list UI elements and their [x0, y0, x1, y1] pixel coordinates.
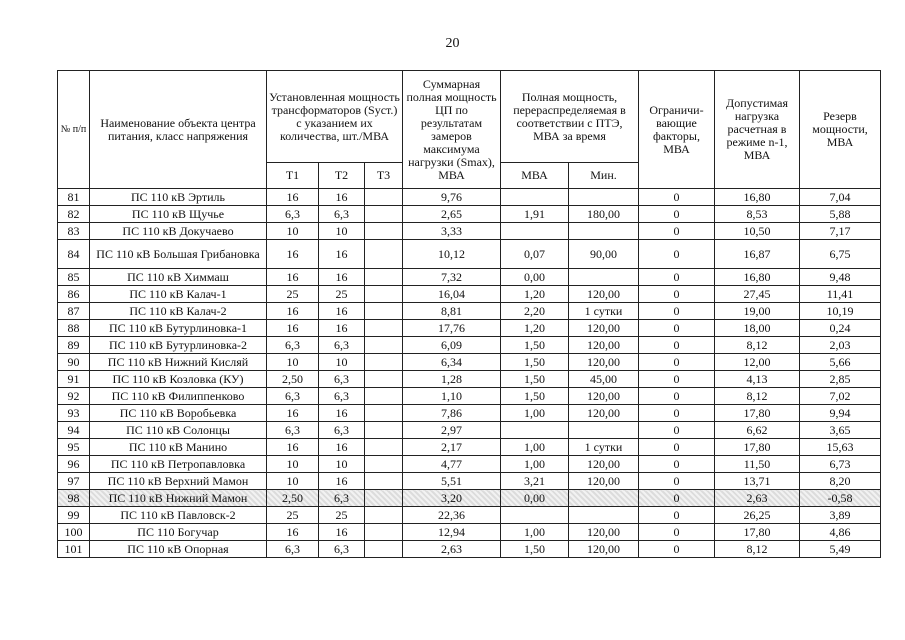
- redistributed-minutes: 120,00: [569, 320, 639, 337]
- allowable-load: 16,80: [715, 189, 800, 206]
- table-row: [58, 541, 881, 558]
- smax-value: 7,86: [403, 405, 501, 422]
- t2-value: 6,3: [319, 541, 365, 558]
- redistributed-mva: 2,20: [501, 303, 569, 320]
- t3-value: [365, 354, 403, 371]
- power-reserve: 3,65: [800, 422, 881, 439]
- redistributed-mva: [501, 189, 569, 206]
- t2-value: 6,3: [319, 337, 365, 354]
- redistributed-minutes: 120,00: [569, 354, 639, 371]
- t1-value: 16: [267, 189, 319, 206]
- table-row: [58, 405, 881, 422]
- limiting-factors: 0: [639, 388, 715, 405]
- redistributed-minutes: 120,00: [569, 456, 639, 473]
- redistributed-mva: [501, 223, 569, 240]
- table-row: [58, 439, 881, 456]
- allowable-load: 17,80: [715, 439, 800, 456]
- t1-value: 16: [267, 405, 319, 422]
- allowable-load: 16,80: [715, 269, 800, 286]
- table-body: [58, 189, 881, 558]
- power-reserve: 15,63: [800, 439, 881, 456]
- t2-value: 16: [319, 439, 365, 456]
- t2-value: 16: [319, 473, 365, 490]
- redistributed-minutes: 45,00: [569, 371, 639, 388]
- allowable-load: 16,87: [715, 240, 800, 269]
- limiting-factors: 0: [639, 337, 715, 354]
- smax-value: 3,20: [403, 490, 501, 507]
- table-row: [58, 490, 881, 507]
- object-name: ПС 110 кВ Нижний Мамон: [90, 490, 267, 507]
- limiting-factors: 0: [639, 439, 715, 456]
- allowable-load: 2,63: [715, 490, 800, 507]
- redistributed-minutes: 120,00: [569, 337, 639, 354]
- row-number: 101: [58, 541, 90, 558]
- header-installed: Установленная мощность трансформаторов (Sуст.) с указанием их количества, шт./МВА: [267, 71, 403, 163]
- redistributed-mva: 1,50: [501, 337, 569, 354]
- header-num: № п/п: [58, 71, 90, 189]
- power-reserve: 3,89: [800, 507, 881, 524]
- t2-value: 6,3: [319, 490, 365, 507]
- redistributed-minutes: [569, 189, 639, 206]
- t2-value: 16: [319, 240, 365, 269]
- row-number: 97: [58, 473, 90, 490]
- t1-value: 6,3: [267, 422, 319, 439]
- t3-value: [365, 524, 403, 541]
- redistributed-mva: 1,00: [501, 456, 569, 473]
- t2-value: 10: [319, 456, 365, 473]
- t3-value: [365, 286, 403, 303]
- limiting-factors: 0: [639, 286, 715, 303]
- object-name: ПС 110 кВ Верхний Мамон: [90, 473, 267, 490]
- redistributed-minutes: 120,00: [569, 286, 639, 303]
- row-number: 85: [58, 269, 90, 286]
- allowable-load: 8,12: [715, 337, 800, 354]
- t2-value: 25: [319, 507, 365, 524]
- smax-value: 7,32: [403, 269, 501, 286]
- limiting-factors: 0: [639, 371, 715, 388]
- allowable-load: 4,13: [715, 371, 800, 388]
- allowable-load: 17,80: [715, 405, 800, 422]
- t3-value: [365, 456, 403, 473]
- redistributed-mva: 1,00: [501, 405, 569, 422]
- power-reserve: 7,02: [800, 388, 881, 405]
- t3-value: [365, 371, 403, 388]
- power-reserve: 7,17: [800, 223, 881, 240]
- table-row: [58, 320, 881, 337]
- redistributed-minutes: [569, 507, 639, 524]
- limiting-factors: 0: [639, 524, 715, 541]
- object-name: ПС 110 Богучар: [90, 524, 267, 541]
- object-name: ПС 110 кВ Воробьевка: [90, 405, 267, 422]
- redistributed-mva: 1,50: [501, 354, 569, 371]
- object-name: ПС 110 кВ Химмаш: [90, 269, 267, 286]
- redistributed-minutes: 180,00: [569, 206, 639, 223]
- redistributed-minutes: 120,00: [569, 541, 639, 558]
- limiting-factors: 0: [639, 405, 715, 422]
- table-row: [58, 286, 881, 303]
- power-reserve: 2,85: [800, 371, 881, 388]
- t1-value: 10: [267, 473, 319, 490]
- smax-value: 4,77: [403, 456, 501, 473]
- t2-value: 6,3: [319, 206, 365, 223]
- object-name: ПС 110 кВ Филиппенково: [90, 388, 267, 405]
- smax-value: 1,10: [403, 388, 501, 405]
- header-allowable: Допустимая нагрузка расчетная в режиме n-1, МВА: [715, 71, 800, 189]
- t1-value: 6,3: [267, 541, 319, 558]
- header-t2: Т2: [319, 163, 365, 189]
- smax-value: 2,63: [403, 541, 501, 558]
- header-name: Наименование объекта центра питания, класс напряжения: [90, 71, 267, 189]
- t2-value: 16: [319, 269, 365, 286]
- t2-value: 10: [319, 354, 365, 371]
- redistributed-minutes: [569, 269, 639, 286]
- object-name: ПС 110 кВ Петропавловка: [90, 456, 267, 473]
- smax-value: 5,51: [403, 473, 501, 490]
- t3-value: [365, 473, 403, 490]
- power-reserve: 8,20: [800, 473, 881, 490]
- t3-value: [365, 240, 403, 269]
- t3-value: [365, 388, 403, 405]
- t1-value: 2,50: [267, 371, 319, 388]
- row-number: 93: [58, 405, 90, 422]
- redistributed-mva: 0,07: [501, 240, 569, 269]
- power-reserve: 5,49: [800, 541, 881, 558]
- substation-capacity-table: [57, 70, 881, 558]
- header-limiting: Ограничи-вающие факторы, МВА: [639, 71, 715, 189]
- redistributed-mva: 1,00: [501, 524, 569, 541]
- object-name: ПС 110 кВ Опорная: [90, 541, 267, 558]
- redistributed-mva: 0,00: [501, 269, 569, 286]
- smax-value: 8,81: [403, 303, 501, 320]
- redistributed-mva: [501, 422, 569, 439]
- limiting-factors: 0: [639, 541, 715, 558]
- redistributed-minutes: 120,00: [569, 405, 639, 422]
- row-number: 99: [58, 507, 90, 524]
- power-reserve: 0,24: [800, 320, 881, 337]
- allowable-load: 11,50: [715, 456, 800, 473]
- table-row: [58, 524, 881, 541]
- row-number: 81: [58, 189, 90, 206]
- object-name: ПС 110 кВ Бутурлиновка-1: [90, 320, 267, 337]
- limiting-factors: 0: [639, 206, 715, 223]
- table-row: [58, 223, 881, 240]
- smax-value: 12,94: [403, 524, 501, 541]
- redistributed-minutes: [569, 490, 639, 507]
- limiting-factors: 0: [639, 473, 715, 490]
- t3-value: [365, 337, 403, 354]
- t3-value: [365, 490, 403, 507]
- row-number: 89: [58, 337, 90, 354]
- table-row: [58, 189, 881, 206]
- header-redistributed: Полная мощность, перераспределяемая в соответствии с ПТЭ, МВА за время: [501, 71, 639, 163]
- t2-value: 6,3: [319, 422, 365, 439]
- object-name: ПС 110 кВ Солонцы: [90, 422, 267, 439]
- t2-value: 6,3: [319, 388, 365, 405]
- t1-value: 16: [267, 269, 319, 286]
- t3-value: [365, 507, 403, 524]
- redistributed-minutes: 90,00: [569, 240, 639, 269]
- smax-value: 16,04: [403, 286, 501, 303]
- t1-value: 2,50: [267, 490, 319, 507]
- t3-value: [365, 269, 403, 286]
- header-min: Мин.: [569, 163, 639, 189]
- redistributed-minutes: 120,00: [569, 473, 639, 490]
- t2-value: 10: [319, 223, 365, 240]
- redistributed-minutes: [569, 422, 639, 439]
- allowable-load: 8,12: [715, 541, 800, 558]
- redistributed-minutes: [569, 223, 639, 240]
- table-row: [58, 240, 881, 269]
- allowable-load: 18,00: [715, 320, 800, 337]
- allowable-load: 13,71: [715, 473, 800, 490]
- header-reserve: Резерв мощности, МВА: [800, 71, 881, 189]
- allowable-load: 10,50: [715, 223, 800, 240]
- t2-value: 16: [319, 405, 365, 422]
- allowable-load: 19,00: [715, 303, 800, 320]
- redistributed-mva: 3,21: [501, 473, 569, 490]
- table-row: [58, 388, 881, 405]
- t1-value: 16: [267, 439, 319, 456]
- smax-value: 2,65: [403, 206, 501, 223]
- redistributed-mva: 1,50: [501, 388, 569, 405]
- object-name: ПС 110 кВ Эртиль: [90, 189, 267, 206]
- power-reserve: 9,94: [800, 405, 881, 422]
- redistributed-mva: [501, 507, 569, 524]
- table-row: [58, 269, 881, 286]
- smax-value: 6,09: [403, 337, 501, 354]
- t1-value: 16: [267, 320, 319, 337]
- object-name: ПС 110 кВ Нижний Кисляй: [90, 354, 267, 371]
- power-reserve: 6,75: [800, 240, 881, 269]
- t3-value: [365, 422, 403, 439]
- object-name: ПС 110 кВ Калач-1: [90, 286, 267, 303]
- t3-value: [365, 189, 403, 206]
- smax-value: 2,97: [403, 422, 501, 439]
- power-reserve: 5,66: [800, 354, 881, 371]
- header-mva: МВА: [501, 163, 569, 189]
- table-row: [58, 473, 881, 490]
- row-number: 86: [58, 286, 90, 303]
- t2-value: 6,3: [319, 371, 365, 388]
- power-reserve: 6,73: [800, 456, 881, 473]
- row-number: 95: [58, 439, 90, 456]
- row-number: 91: [58, 371, 90, 388]
- t3-value: [365, 541, 403, 558]
- row-number: 96: [58, 456, 90, 473]
- limiting-factors: 0: [639, 320, 715, 337]
- allowable-load: 8,53: [715, 206, 800, 223]
- redistributed-mva: 1,20: [501, 286, 569, 303]
- t1-value: 16: [267, 524, 319, 541]
- allowable-load: 8,12: [715, 388, 800, 405]
- power-reserve: 2,03: [800, 337, 881, 354]
- row-number: 100: [58, 524, 90, 541]
- smax-value: 1,28: [403, 371, 501, 388]
- t2-value: 25: [319, 286, 365, 303]
- redistributed-minutes: 1 сутки: [569, 439, 639, 456]
- power-reserve: 5,88: [800, 206, 881, 223]
- page-number: 20: [445, 36, 460, 51]
- limiting-factors: 0: [639, 303, 715, 320]
- limiting-factors: 0: [639, 422, 715, 439]
- t2-value: 16: [319, 320, 365, 337]
- redistributed-mva: 0,00: [501, 490, 569, 507]
- t2-value: 16: [319, 524, 365, 541]
- power-reserve: -0,58: [800, 490, 881, 507]
- t2-value: 16: [319, 189, 365, 206]
- redistributed-minutes: 120,00: [569, 524, 639, 541]
- limiting-factors: 0: [639, 189, 715, 206]
- redistributed-mva: 1,20: [501, 320, 569, 337]
- t1-value: 10: [267, 354, 319, 371]
- table-row: [58, 422, 881, 439]
- header-smax: Суммарная полная мощность ЦП по результатам замеров максимума нагрузки (Smax), МВА: [403, 71, 501, 189]
- limiting-factors: 0: [639, 269, 715, 286]
- allowable-load: 27,45: [715, 286, 800, 303]
- object-name: ПС 110 кВ Щучье: [90, 206, 267, 223]
- limiting-factors: 0: [639, 456, 715, 473]
- t1-value: 16: [267, 303, 319, 320]
- allowable-load: 6,62: [715, 422, 800, 439]
- row-number: 92: [58, 388, 90, 405]
- t3-value: [365, 206, 403, 223]
- allowable-load: 17,80: [715, 524, 800, 541]
- smax-value: 17,76: [403, 320, 501, 337]
- smax-value: 6,34: [403, 354, 501, 371]
- smax-value: 2,17: [403, 439, 501, 456]
- t3-value: [365, 303, 403, 320]
- row-number: 98: [58, 490, 90, 507]
- row-number: 82: [58, 206, 90, 223]
- t1-value: 10: [267, 456, 319, 473]
- table-row: [58, 354, 881, 371]
- header-t1: Т1: [267, 163, 319, 189]
- limiting-factors: 0: [639, 223, 715, 240]
- row-number: 84: [58, 240, 90, 269]
- power-reserve: 10,19: [800, 303, 881, 320]
- row-number: 88: [58, 320, 90, 337]
- redistributed-minutes: 120,00: [569, 388, 639, 405]
- object-name: ПС 110 кВ Большая Грибановка: [90, 240, 267, 269]
- t1-value: 10: [267, 223, 319, 240]
- redistributed-mva: 1,00: [501, 439, 569, 456]
- t3-value: [365, 439, 403, 456]
- object-name: ПС 110 кВ Докучаево: [90, 223, 267, 240]
- t1-value: 25: [267, 286, 319, 303]
- t1-value: 6,3: [267, 337, 319, 354]
- object-name: ПС 110 кВ Бутурлиновка-2: [90, 337, 267, 354]
- redistributed-mva: 1,91: [501, 206, 569, 223]
- power-reserve: 11,41: [800, 286, 881, 303]
- object-name: ПС 110 кВ Манино: [90, 439, 267, 456]
- row-number: 87: [58, 303, 90, 320]
- row-number: 90: [58, 354, 90, 371]
- power-reserve: 4,86: [800, 524, 881, 541]
- t1-value: 6,3: [267, 206, 319, 223]
- table-row: [58, 456, 881, 473]
- t1-value: 16: [267, 240, 319, 269]
- limiting-factors: 0: [639, 354, 715, 371]
- redistributed-mva: 1,50: [501, 541, 569, 558]
- smax-value: 22,36: [403, 507, 501, 524]
- allowable-load: 26,25: [715, 507, 800, 524]
- redistributed-minutes: 1 сутки: [569, 303, 639, 320]
- object-name: ПС 110 кВ Козловка (КУ): [90, 371, 267, 388]
- row-number: 83: [58, 223, 90, 240]
- table-row: [58, 206, 881, 223]
- smax-value: 10,12: [403, 240, 501, 269]
- limiting-factors: 0: [639, 490, 715, 507]
- smax-value: 3,33: [403, 223, 501, 240]
- header-t3: Т3: [365, 163, 403, 189]
- redistributed-mva: 1,50: [501, 371, 569, 388]
- limiting-factors: 0: [639, 240, 715, 269]
- power-reserve: 7,04: [800, 189, 881, 206]
- t1-value: 25: [267, 507, 319, 524]
- allowable-load: 12,00: [715, 354, 800, 371]
- table-row: [58, 371, 881, 388]
- power-reserve: 9,48: [800, 269, 881, 286]
- limiting-factors: 0: [639, 507, 715, 524]
- t3-value: [365, 405, 403, 422]
- t2-value: 16: [319, 303, 365, 320]
- table-row: [58, 507, 881, 524]
- row-number: 94: [58, 422, 90, 439]
- table-row: [58, 303, 881, 320]
- object-name: ПС 110 кВ Калач-2: [90, 303, 267, 320]
- smax-value: 9,76: [403, 189, 501, 206]
- t1-value: 6,3: [267, 388, 319, 405]
- table-row: [58, 337, 881, 354]
- object-name: ПС 110 кВ Павловск-2: [90, 507, 267, 524]
- t3-value: [365, 223, 403, 240]
- t3-value: [365, 320, 403, 337]
